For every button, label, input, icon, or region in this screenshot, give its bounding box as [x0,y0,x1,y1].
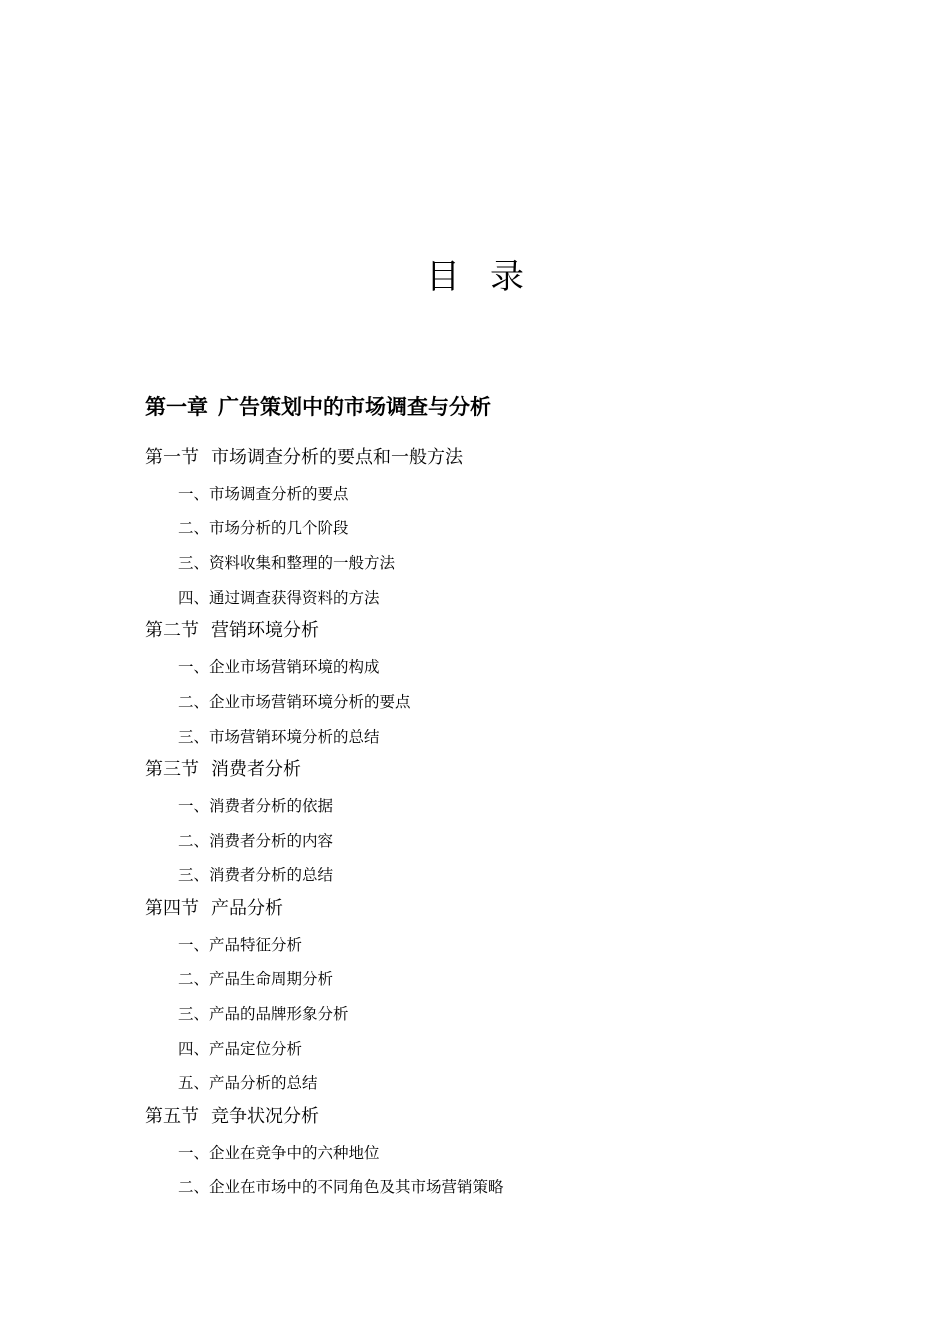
toc-item: 二、市场分析的几个阶段 [178,519,349,538]
toc-item: 四、产品定位分析 [178,1039,303,1058]
section-number: 第二节 [145,620,199,642]
toc-item: 三、资料收集和整理的一般方法 [178,554,396,573]
toc-section-2 [0,616,950,651]
section-number: 第一节 [145,447,199,468]
toc-item: 二、企业在市场中的不同角色及其市场营销策略 [178,1178,504,1197]
toc-item: 一、产品特征分析 [178,935,303,954]
toc-item: 一、消费者分析的依据 [178,796,334,815]
toc-item: 五、产品分析的总结 [178,1074,318,1093]
toc-item: 二、产品生命周期分析 [178,970,334,989]
section-number: 第五节 [145,1106,199,1128]
section-number: 第四节 [145,897,199,919]
toc-item: 三、产品的品牌形象分析 [178,1005,349,1023]
toc-title: 目录 [426,257,554,297]
section-title: 市场调查分析的要点和一般方法 [211,447,463,468]
toc-section-1 [0,443,950,478]
toc-item: 一、企业在竞争中的六种地位 [178,1143,380,1162]
toc-item: 四、通过调查获得资料的方法 [178,588,380,607]
section-title: 产品分析 [211,897,283,919]
toc-section-4 [0,894,950,929]
toc-item: 一、市场调查分析的要点 [178,484,349,503]
toc-section-3 [0,755,950,790]
toc-item: 三、消费者分析的总结 [178,866,334,885]
chapter-title: 广告策划中的市场调查与分析 [218,394,491,419]
section-number: 第三节 [145,759,199,781]
section-title: 营销环境分析 [211,620,319,642]
toc-section-5 [0,1102,950,1137]
chapter-heading [145,392,491,422]
toc-item: 二、消费者分析的内容 [178,831,334,850]
chapter-number: 第一章 [145,394,208,419]
toc-item: 三、市场营销环境分析的总结 [178,727,380,746]
toc-entries [0,443,950,1206]
section-title: 竞争状况分析 [211,1106,319,1128]
toc-item: 一、企业市场营销环境的构成 [178,658,380,677]
toc-item: 二、企业市场营销环境分析的要点 [178,692,411,711]
section-title: 消费者分析 [211,759,301,781]
